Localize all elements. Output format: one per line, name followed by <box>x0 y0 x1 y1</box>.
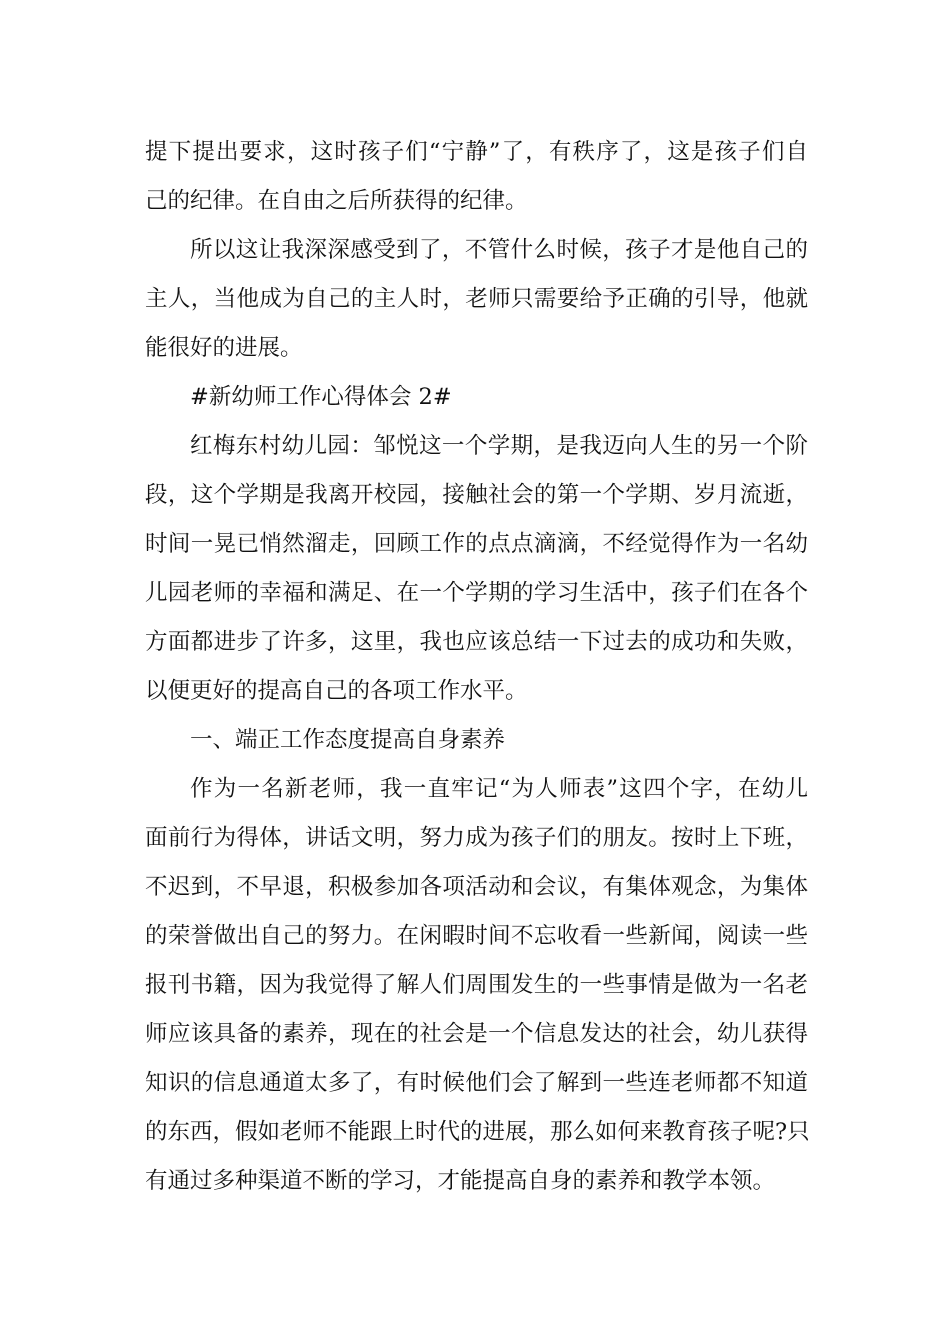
paragraph <box>145 373 808 422</box>
text-line: 的东西，假如老师不能跟上时代的进展，那么如何来教育孩子呢?只 <box>145 1119 810 1145</box>
text-line: 己的纪律。在自由之后所获得的纪律。 <box>145 188 528 214</box>
paragraph <box>145 765 808 1206</box>
text-line: 师应该具备的素养，现在的社会是一个信息发达的社会，幼儿获得 <box>145 1021 808 1047</box>
text-line: 有通过多种渠道不断的学习，才能提高自身的素养和教学本领。 <box>145 1168 776 1194</box>
text-line: #新幼师工作心得体会 2# <box>190 384 452 410</box>
text-line: 作为一名新老师，我一直牢记“为人师表”这四个字，在幼儿 <box>190 776 808 802</box>
text-line: 主人，当他成为自己的主人时，老师只需要给予正确的引导，他就 <box>145 286 808 312</box>
text-line: 报刊书籍，因为我觉得了解人们周围发生的一些事情是做为一名老 <box>145 972 808 998</box>
text-line: 方面都进步了许多，这里，我也应该总结一下过去的成功和失败， <box>145 629 808 655</box>
text-line: 能很好的进展。 <box>145 335 303 361</box>
paragraph <box>145 226 808 373</box>
text-line: 段，这个学期是我离开校园，接触社会的第一个学期、岁月流逝， <box>145 482 808 508</box>
document-body <box>145 128 808 1206</box>
text-line: 所以这让我深深感受到了，不管什么时候，孩子才是他自己的 <box>190 237 808 263</box>
text-line: 不迟到，不早退，积极参加各项活动和会议，有集体观念，为集体 <box>145 874 808 900</box>
text-line: 的荣誉做出自己的努力。在闲暇时间不忘收看一些新闻，阅读一些 <box>145 923 808 949</box>
paragraph <box>145 422 808 716</box>
text-line: 红梅东村幼儿园：邹悦这一个学期，是我迈向人生的另一个阶 <box>190 433 808 459</box>
text-line: 时间一晃已悄然溜走，回顾工作的点点滴滴，不经觉得作为一名幼 <box>145 531 808 557</box>
text-line: 面前行为得体，讲话文明，努力成为孩子们的朋友。按时上下班， <box>145 825 808 851</box>
text-line: 一、端正工作态度提高自身素养 <box>190 727 506 753</box>
text-line: 以便更好的提高自己的各项工作水平。 <box>145 678 528 704</box>
text-line: 儿园老师的幸福和满足、在一个学期的学习生活中，孩子们在各个 <box>145 580 808 606</box>
paragraph <box>145 716 808 765</box>
text-line: 知识的信息通道太多了，有时候他们会了解到一些连老师都不知道 <box>145 1070 808 1096</box>
text-line: 提下提出要求，这时孩子们“宁静”了，有秩序了，这是孩子们自 <box>145 139 808 165</box>
paragraph <box>145 128 808 226</box>
